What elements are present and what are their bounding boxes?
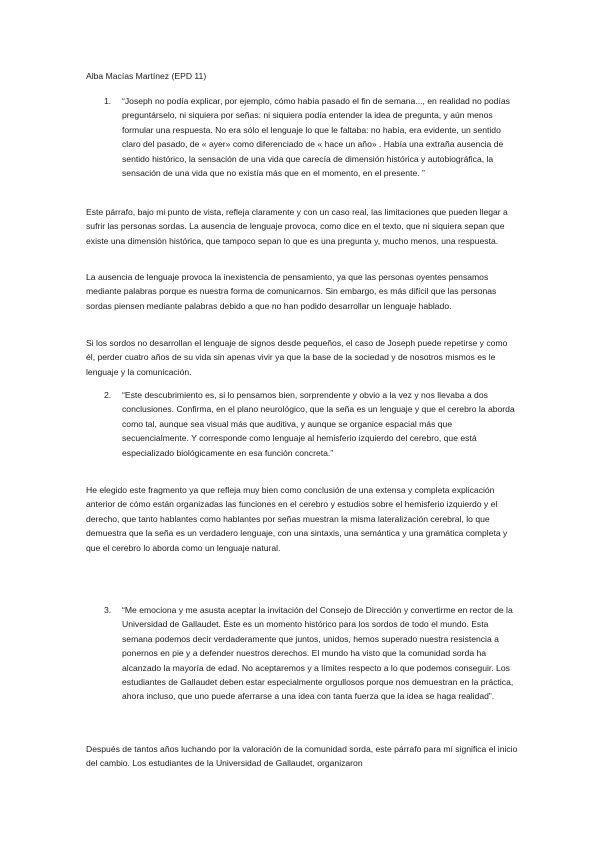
quote-number: 2.	[104, 390, 112, 400]
quote-1	[104, 94, 518, 180]
paragraph: He elegido este fragmento ya que refleja muy bien como conclusión de una extensa y completa explicación anterior de cómo están organizadas las funciones en el cerebro y estudios sobre el hemisferio izquierdo y el derecho, que tanto hablantes como hablantes por señas muestran la misma lateralización cerebral, lo que demuestra que la seña es un verdadero lenguaje, con una sintaxis, una semántica y una gramática completa y que el cerebro lo aborda como un lenguaje natural.	[86, 485, 508, 553]
paragraph: Después de tantos años luchando por la valoración de la comunidad sorda, este párrafo para mí significa el inicio del cambio. Los estudiantes de la Universidad de Gallaudet, organizaron	[86, 744, 518, 769]
quote-text: “Este descubrimiento es, si lo pensamos bien, sorprendente y obvio a la vez y nos llevaba a dos conclusiones. Confirma, en el plano neurológico, que la seña es un lenguaje y que el cerebro la aborda como tal, aunque sea visual más que auditiva, y aunque se organice espacial más que secuencialmente. Y corresponde como lenguaje al hemisferio izquierdo del cerebro, que está especializado biológicamente en esa función concreta.”	[122, 390, 515, 458]
quote-text: “Me emociona y me asusta aceptar la invitación del Consejo de Dirección y convertirme en rector de la Universidad de Gallaudet. Éste es un momento histórico para los sordos de todo el mundo. Esta semana podemos decir verdaderamente que juntos, unidos, hemos superado nuestra resistencia a ponernos en pie y a defender nuestros derechos. El mundo ha visto que la comunidad sorda ha alcanzado la mayoría de edad. No aceptaremos y a límites respecto a lo que podemos conseguir. Los estudiantes de Gallaudet deben estar especialmente orgullosos porque nos demuestran en la práctica, ahora incluso, que uno puede aferrarse a una idea con tanta fuerza que la idea se haga realidad”.	[122, 605, 514, 702]
quote-number: 1.	[104, 96, 112, 106]
author-line: Alba Macías Martínez (EPD 11)	[86, 71, 207, 81]
paragraph: Si los sordos no desarrollan el lenguaje de signos desde pequeños, el caso de Joseph puede repetirse y como él, perder cuatro años de su vida sin apenas vivir ya que la base de la sociedad y de nosotros mismos es le lenguaje y la comunicación.	[86, 338, 508, 377]
paragraph: Este párrafo, bajo mi punto de vista, refleja claramente y con un caso real, las limitaciones que pueden llegar a sufrir las personas sordas. La ausencia de lenguaje provoca, como dice en el texto, que ni siquiera sepan que existe una dimensión histórica, que tampoco sepan lo que es una pregunta y, mucho menos, una respuesta.	[86, 207, 508, 246]
quote-3	[104, 603, 518, 704]
quote-2	[104, 388, 518, 460]
quote-text: “Joseph no podía explicar, por ejemplo, cómo había pasado el fin de semana..., en realidad no podías preguntárselo, ni siquiera por señas: ni siquiera podía entender la idea de pregunta, y aún menos formular una respuesta. No era sólo el lenguaje lo que le faltaba: no había, era evidente, un sentido claro del pasado, de « ayer» como diferenciado de « hace un año» . Había una extraña ausencia de sentido histórico, la sensación de una vida que carecía de dimensión histórica y autobiográfica, la sensación de una vida que no existía más que en el momento, en el presente. ”	[122, 96, 510, 179]
paragraph: La ausencia de lenguaje provoca la inexistencia de pensamiento, ya que las personas oyentes pensamos mediante palabras porque es nuestra forma de comunicarnos. Sin embargo, es más difícil que las personas sordas piensen mediante palabras debido a que no han podido desarrollar un lenguaje hablado.	[86, 272, 497, 311]
quote-number: 3.	[104, 605, 112, 615]
